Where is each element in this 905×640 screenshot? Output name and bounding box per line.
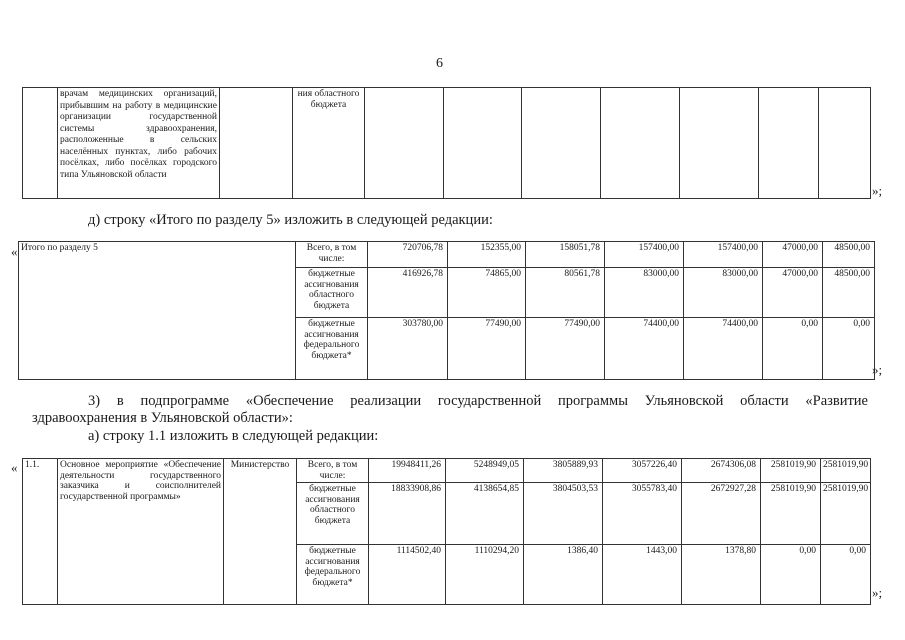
value-cell: 157400,00 xyxy=(605,242,684,268)
cell-empty xyxy=(220,88,293,199)
funding-type: бюджетные ассигнования федерального бюджета* xyxy=(297,545,369,605)
table-row-1-1 xyxy=(22,458,871,605)
close-quote: »; xyxy=(872,362,883,377)
funding-type: бюджетные ассигнования областного бюджета xyxy=(297,483,369,545)
funding-type: Всего, в том числе: xyxy=(296,242,368,268)
cell-empty xyxy=(759,88,819,199)
table-section5-total xyxy=(18,241,875,380)
cell-empty xyxy=(444,88,522,199)
page-number: 6 xyxy=(436,56,443,71)
measure-text: врачам медицинских организаций, прибывшим на работу в медицинские организации государственной системы здравоохранения, расположенные в сельских населённых пунктах, либо рабочих посёлках, либо посёлках городского типа Ульяновской области xyxy=(58,88,220,199)
open-quote: « xyxy=(11,244,18,259)
value-cell: 47000,00 xyxy=(763,242,823,268)
value-cell: 0,00 xyxy=(823,318,875,380)
value-cell: 303780,00 xyxy=(368,318,448,380)
funding-type: Всего, в том числе: xyxy=(297,459,369,483)
cell-empty xyxy=(819,88,871,199)
value-cell: 80561,78 xyxy=(526,268,605,318)
value-cell: 19948411,26 xyxy=(369,459,446,483)
value-cell: 74865,00 xyxy=(448,268,526,318)
value-cell: 3055783,40 xyxy=(603,483,682,545)
value-cell: 157400,00 xyxy=(684,242,763,268)
value-cell: 48500,00 xyxy=(823,268,875,318)
value-cell: 2581019,90 xyxy=(821,483,871,545)
value-cell: 2581019,90 xyxy=(821,459,871,483)
cell-empty xyxy=(365,88,444,199)
open-quote: « xyxy=(11,460,18,475)
value-cell: 0,00 xyxy=(763,318,823,380)
value-cell: 2581019,90 xyxy=(761,459,821,483)
value-cell: 3057226,40 xyxy=(603,459,682,483)
value-cell: 5248949,05 xyxy=(446,459,524,483)
close-quote: »; xyxy=(872,585,883,600)
value-cell: 720706,78 xyxy=(368,242,448,268)
value-cell: 18833908,86 xyxy=(369,483,446,545)
paragraph-a: а) строку 1.1 изложить в следующей редакции: xyxy=(88,428,379,444)
executor-text: Министерство xyxy=(224,459,297,605)
value-cell: 77490,00 xyxy=(526,318,605,380)
value-cell: 1386,40 xyxy=(524,545,603,605)
value-cell: 4138654,85 xyxy=(446,483,524,545)
cell-empty xyxy=(23,88,58,199)
value-cell: 1378,80 xyxy=(682,545,761,605)
value-cell: 83000,00 xyxy=(684,268,763,318)
value-cell: 48500,00 xyxy=(823,242,875,268)
cell-empty xyxy=(601,88,680,199)
value-cell: 77490,00 xyxy=(448,318,526,380)
cell-empty xyxy=(522,88,601,199)
value-cell: 1443,00 xyxy=(603,545,682,605)
value-cell: 416926,78 xyxy=(368,268,448,318)
value-cell: 158051,78 xyxy=(526,242,605,268)
funding-type: бюджетные ассигнования областного бюджета xyxy=(296,268,368,318)
value-cell: 83000,00 xyxy=(605,268,684,318)
row-number: 1.1. xyxy=(23,459,58,605)
value-cell: 2674306,08 xyxy=(682,459,761,483)
value-cell: 74400,00 xyxy=(605,318,684,380)
value-cell: 0,00 xyxy=(821,545,871,605)
funding-type: бюджетные ассигнования федерального бюджета* xyxy=(296,318,368,380)
close-quote: »; xyxy=(872,183,883,198)
paragraph-d: д) строку «Итого по разделу 5» изложить в следующей редакции: xyxy=(88,212,493,228)
value-cell: 1114502,40 xyxy=(369,545,446,605)
source-text: ния областного бюджета xyxy=(293,88,365,199)
paragraph-3-line1: 3) в подпрограмме «Обеспечение реализации государственной программы Ульяновской области «Развитие xyxy=(88,393,868,409)
value-cell: 1110294,20 xyxy=(446,545,524,605)
value-cell: 152355,00 xyxy=(448,242,526,268)
value-cell: 0,00 xyxy=(761,545,821,605)
value-cell: 74400,00 xyxy=(684,318,763,380)
row-label: Итого по разделу 5 xyxy=(19,242,296,380)
value-cell: 47000,00 xyxy=(763,268,823,318)
measure-text: Основное мероприятие «Обеспечение деятельности государственного заказчика и соисполнителей государственной программы» xyxy=(58,459,224,605)
value-cell: 3805889,93 xyxy=(524,459,603,483)
cell-empty xyxy=(680,88,759,199)
value-cell: 3804503,53 xyxy=(524,483,603,545)
value-cell: 2581019,90 xyxy=(761,483,821,545)
table-continuation xyxy=(22,87,871,199)
paragraph-3-line2: здравоохранения в Ульяновской области»: xyxy=(32,410,293,426)
value-cell: 2672927,28 xyxy=(682,483,761,545)
